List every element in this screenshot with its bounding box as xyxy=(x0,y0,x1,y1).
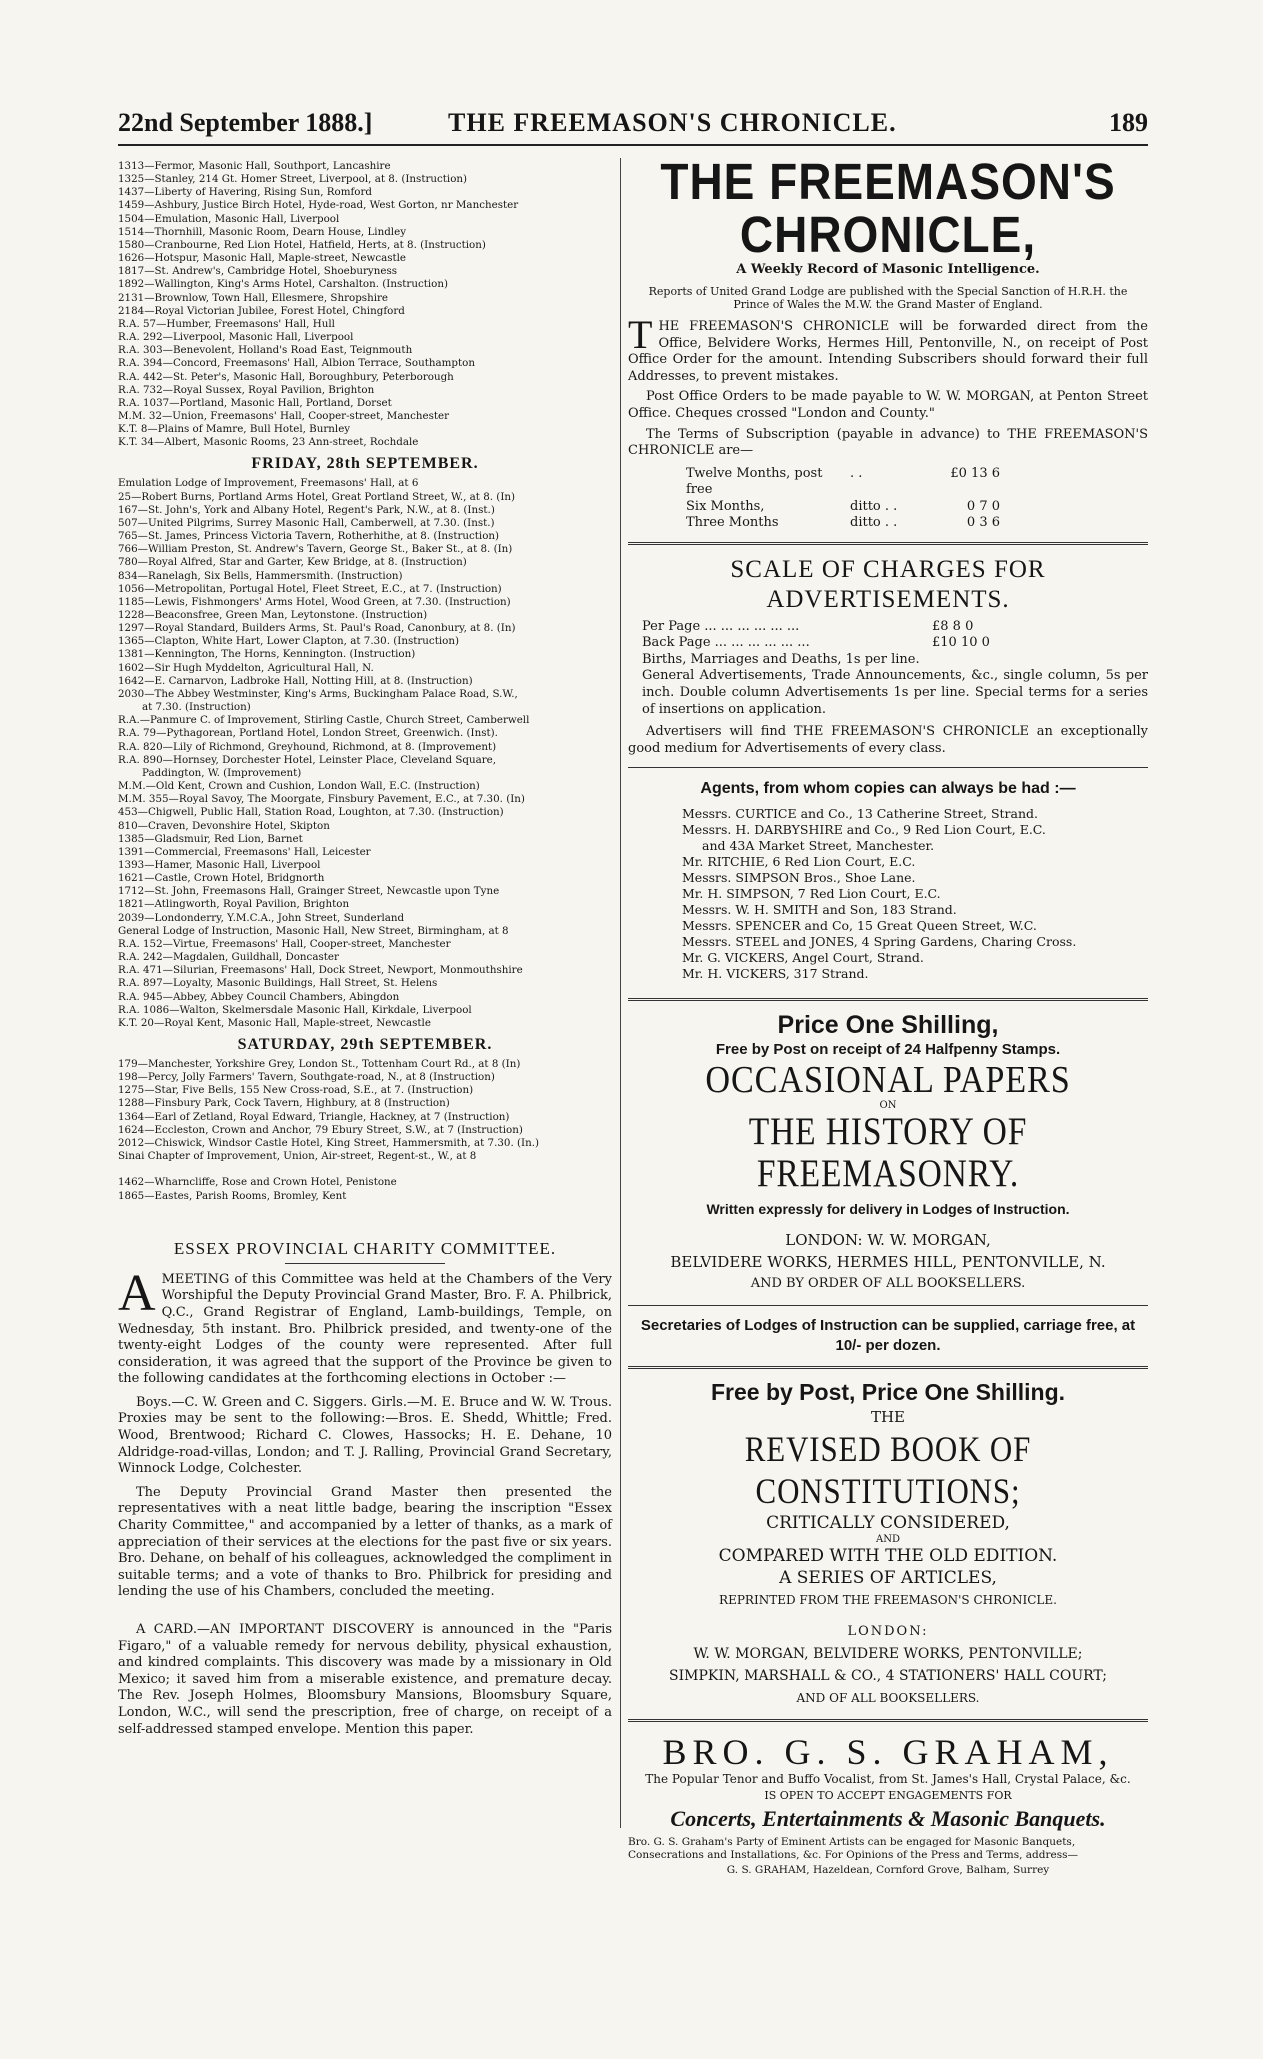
post-office-paragraph: Post Office Orders to be made payable to W. W. MORGAN, at Penton Street Office. Cheques crossed "London and County." xyxy=(628,389,1148,421)
lodge-entry: 1459—Ashbury, Justice Birch Hotel, Hyde-road, West Gorton, nr Manchester xyxy=(118,199,519,212)
lodge-entry: Emulation Lodge of Improvement, Freemasons' Hall, at 6 xyxy=(118,477,419,490)
page-header xyxy=(118,104,1148,146)
essex-dropcap: A xyxy=(118,1264,156,1322)
lodge-entry: 1381—Kennington, The Horns, Kennington. (Instruction) xyxy=(118,648,416,661)
forward-dropcap: T xyxy=(628,312,653,357)
agent-entry: Mr. H. SIMPSON, 7 Red Lion Court, E.C. xyxy=(682,886,941,902)
free-by-post-stamps: Free by Post on receipt of 24 Halfpenny Stamps. xyxy=(715,1041,1061,1059)
charges-note-1: Births, Marriages and Deaths, 1s per line. xyxy=(642,651,920,667)
charge-price: £10 10 0 xyxy=(932,635,990,651)
essex-paragraph-1: AMEETING of this Committee was held at the Chambers of the Very Worshipful the Deputy Provincial Grand Master, Bro. F. A. Philbrick, Q.C., Grand Registrar of England, Lamb-buildings, Temple, on Wednesday, 5th instant. Bro. Philbrick presided, and twenty-one of the twenty-eight Lodges of the county were represented. After full consideration, it was agreed that the support of the Province be given to the following candidates at the forthcoming elections in October :— xyxy=(118,1264,612,1387)
lodge-entry: Sinai Chapter of Improvement, Union, Air-street, Regent-st., W., at 8 xyxy=(118,1150,477,1163)
lodge-entry: R.A. 471—Silurian, Freemasons' Hall, Dock Street, Newport, Monmouthshire xyxy=(118,964,523,977)
lodge-entry: 1288—Finsbury Park, Cock Tavern, Highbury, at 8 (Instruction) xyxy=(118,1097,450,1110)
terms-ditto: . . xyxy=(850,465,863,481)
lodge-entry: 765—St. James, Princess Victoria Tavern, Rotherhithe, at 8. (Instruction) xyxy=(118,530,500,543)
agent-entry: Messrs. STEEL and JONES, 4 Spring Gardens, Charing Cross. xyxy=(682,934,1077,950)
lodge-entry: 1228—Beaconsfree, Green Man, Leytonstone. (Instruction) xyxy=(118,609,428,621)
lodge-entry: 1313—Fermor, Masonic Hall, Southport, Lancashire xyxy=(118,160,391,172)
essex-title: ESSEX PROVINCIAL CHARITY COMMITTEE. xyxy=(173,1238,557,1258)
divider xyxy=(628,998,1148,1001)
lodge-entry: 1504—Emulation, Masonic Hall, Liverpool xyxy=(118,212,340,225)
card-advertisement: A CARD.—AN IMPORTANT DISCOVERY is announced in the "Paris Figaro," of a valuable remedy for nervous debility, physical exhaustion, and kindred complaints. This discovery was made by a missionary in Old Mexico; it saved him from a miserable existence, and premature decay. The Rev. Joseph Holmes, Bloomsbury Mansions, Bloomsbury Square, London, W.C., will send the prescription, free of charge, on receipt of a self-addressed stamped envelope. Mention this paper. xyxy=(118,1622,612,1737)
reports-line: Reports of United Grand Lodge are published with the Special Sanction of H.R.H. the Prince of Wales the M.W. the Grand Master of England. xyxy=(648,285,1128,311)
agent-entry: Messrs. H. DARBYSHIRE and Co., 9 Red Lion Court, E.C. xyxy=(682,822,1046,838)
terms-intro: The Terms of Subscription (payable in advance) to THE FREEMASON'S CHRONICLE are— xyxy=(628,426,1148,459)
agent-entry: Messrs. SPENCER and Co, 15 Great Queen Street, W.C. xyxy=(682,918,1037,934)
terms-label: Six Months, xyxy=(686,498,765,514)
essex-paragraph-2: Boys.—C. W. Green and C. Siggers. Girls.—M. E. Bruce and W. W. Trous. Proxies may be sent to the following:—Bros. E. Shedd, Whittle; Fred. Wood, Brentwood; Richard C. Clowes, Hassocks; H. E. Dehane, 10 Aldridge-road-villas, London; and T. J. Ralling, Provincial Grand Secretary, Winnock Lodge, Colchester. xyxy=(118,1394,612,1477)
lodge-entry: M.M. 355—Royal Savoy, The Moorgate, Finsbury Pavement, E.C., at 7.30. (In) xyxy=(118,793,525,806)
lodge-entry: 25—Robert Burns, Portland Arms Hotel, Great Portland Street, W., at 8. (In) xyxy=(118,490,516,503)
lodge-entry: 1056—Metropolitan, Portugal Hotel, Fleet Street, E.C., at 7. (Instruction) xyxy=(118,582,502,595)
lodge-entry: 2030—The Abbey Westminster, King's Arms, Buckingham Palace Road, S.W., xyxy=(118,687,518,700)
lodge-entry: R.A. 303—Benevolent, Holland's Road East, Teignmouth xyxy=(118,344,413,357)
running-title: THE FREEMASON'S CHRONICLE. xyxy=(448,108,897,137)
divider xyxy=(628,1305,1148,1306)
free-by-post-title: Free by Post, Price One Shilling. xyxy=(710,1379,1066,1406)
london-label: LONDON: xyxy=(847,1624,929,1640)
lodge-entry: at 7.30. (Instruction) xyxy=(142,701,251,714)
terms-row xyxy=(686,515,1148,532)
forward-paragraph: THE FREEMASON'S CHRONICLE will be forwarded direct from the Office, Belvidere Works, Hermes Hill, Pentonville, N., on receipt of Post Office Order for the amount. Intending Subscribers should forward their full Addresses, to prevent mistakes. xyxy=(628,312,1148,384)
simpkin-address: SIMPKIN, MARSHALL & CO., 4 STATIONERS' HALL COURT; xyxy=(668,1668,1107,1685)
charge-price: £8 8 0 xyxy=(932,618,974,634)
and-label: AND xyxy=(876,1534,900,1546)
terms-label: Twelve Months, post free xyxy=(686,465,823,498)
graham-title: BRO. G. S. GRAHAM, xyxy=(662,1732,1114,1773)
lodge-entry: 1602—Sir Hugh Myddelton, Agricultural Hall, N. xyxy=(118,661,374,674)
scale-title: SCALE OF CHARGES FOR ADVERTISEMENTS. xyxy=(730,555,1046,613)
masthead: THE FREEMASON'S CHRONICLE, xyxy=(660,153,1116,263)
lodge-entry: 1642—E. Carnarvon, Ladbroke Hall, Notting Hill, at 8. (Instruction) xyxy=(118,674,473,687)
graham-party: Bro. G. S. Graham's Party of Eminent Artists can be engaged for Masonic Banquets, Consecrations and Installations, &c. For Opinions of the Press and Terms, address— xyxy=(628,1836,1078,1861)
masthead-subtitle: A Weekly Record of Masonic Intelligence. xyxy=(736,262,1040,277)
divider xyxy=(628,1366,1148,1369)
lodge-entry: R.A. 292—Liverpool, Masonic Hall, Liverpool xyxy=(118,331,354,344)
lodge-entry: K.T. 20—Royal Kent, Masonic Hall, Maple-street, Newcastle xyxy=(118,1016,431,1029)
open-to: IS OPEN TO ACCEPT ENGAGEMENTS FOR xyxy=(764,1789,1012,1803)
charges-list xyxy=(628,619,1148,652)
lodge-entry: R.A.—Panmure C. of Improvement, Stirling Castle, Church Street, Camberwell xyxy=(118,714,530,727)
all-booksellers: AND OF ALL BOOKSELLERS. xyxy=(796,1691,980,1706)
lodge-entry: R.A. 394—Concord, Freemasons' Hall, Albion Terrace, Southampton xyxy=(118,357,475,370)
lodge-entry: K.T. 34—Albert, Masonic Rooms, 23 Ann-street, Rochdale xyxy=(118,436,419,449)
terms-ditto: ditto . . xyxy=(850,498,898,514)
terms-ditto: ditto . . xyxy=(850,515,898,531)
lodge-entry: 1462—Wharncliffe, Rose and Crown Hotel, Penistone xyxy=(118,1176,397,1189)
terms-price: £0 13 6 xyxy=(950,465,1000,481)
lodge-entry: R.A. 442—St. Peter's, Masonic Hall, Boroughbury, Peterborough xyxy=(118,370,454,383)
saturday-heading: SATURDAY, 29th SEPTEMBER. xyxy=(237,1036,493,1053)
graham-subtitle: The Popular Tenor and Buffo Vocalist, from St. James's Hall, Crystal Palace, &c. xyxy=(645,1772,1131,1787)
lodge-entry: K.T. 8—Plains of Mamre, Bull Hotel, Burnley xyxy=(118,423,351,436)
lodge-entry: 453—Chigwell, Public Hall, Station Road, Loughton, at 7.30. (Instruction) xyxy=(118,806,504,819)
lodge-entry: M.M. 32—Union, Freemasons' Hall, Cooper-street, Manchester xyxy=(118,409,450,422)
occasional-papers: OCCASIONAL PAPERS xyxy=(705,1059,1071,1102)
issue-date: 22nd September 1888.] xyxy=(118,108,373,137)
lodge-entry: 780—Royal Alfred, Star and Garter, Kew Bridge, at 8. (Instruction) xyxy=(118,556,467,569)
agent-entry: Messrs. SIMPSON Bros., Shoe Lane. xyxy=(682,870,916,886)
terms-price: 0 3 6 xyxy=(966,515,1000,531)
subscription-terms xyxy=(686,466,1148,532)
series-articles: A SERIES OF ARTICLES, xyxy=(779,1568,997,1589)
lodge-entry: 1892—Wallington, King's Arms Hotel, Carshalton. (Instruction) xyxy=(118,278,449,291)
friday-lodge-list xyxy=(118,477,612,1030)
agents-heading: Agents, from whom copies can always be had :— xyxy=(700,780,1076,798)
compared-edition: COMPARED WITH THE OLD EDITION. xyxy=(718,1546,1058,1567)
critically-considered: CRITICALLY CONSIDERED, xyxy=(766,1513,1010,1534)
lodge-entry: R.A. 57—Humber, Freemasons' Hall, Hull xyxy=(118,317,335,330)
lodge-entry: 1385—Gladsmuir, Red Lion, Barnet xyxy=(118,832,303,845)
lodge-entry: 2184—Royal Victorian Jubilee, Forest Hotel, Chingford xyxy=(118,304,405,317)
agents-list xyxy=(628,806,1148,982)
lodge-entry: 1865—Eastes, Parish Rooms, Bromley, Kent xyxy=(118,1189,347,1202)
lodge-entry: 834—Ranelagh, Six Bells, Hammersmith. (Instruction) xyxy=(118,569,403,582)
lodge-entry: Paddington, W. (Improvement) xyxy=(142,766,302,779)
lodge-entry: 2039—Londonderry, Y.M.C.A., John Street, Sunderland xyxy=(118,911,405,924)
left-column xyxy=(118,160,612,1745)
lodge-entry: 1624—Eccleston, Crown and Anchor, 79 Ebury Street, S.W., at 7 (Instruction) xyxy=(118,1123,523,1136)
lodge-entry: 1275—Star, Five Bells, 155 New Cross-road, S.E., at 7. (Instruction) xyxy=(118,1084,474,1097)
agent-entry: Mr. RITCHIE, 6 Red Lion Court, E.C. xyxy=(682,854,916,870)
lodge-entry: 1365—Clapton, White Hart, Lower Clapton, at 7.30. (Instruction) xyxy=(118,635,459,648)
belvidere-address: BELVIDERE WORKS, HERMES HILL, PENTONVILLE, N. xyxy=(670,1253,1106,1272)
lodge-entry: R.A. 1086—Walton, Skelmersdale Masonic Hall, Kirkdale, Liverpool xyxy=(118,1003,472,1016)
lodge-entry: 1514—Thornhill, Masonic Room, Dearn House, Lindley xyxy=(118,225,407,238)
terms-label: Three Months xyxy=(686,515,779,531)
agent-entry: and 43A Market Street, Manchester. xyxy=(702,838,935,854)
lodge-entry: 810—Craven, Devonshire Hotel, Skipton xyxy=(118,819,330,832)
charges-note-2: General Advertisements, Trade Announcements, &c., single column, 5s per inch. Double column Advertisements 1s per line. Special terms for a series of insertions on application. xyxy=(642,668,1148,717)
lodge-entry: 1580—Cranbourne, Red Lion Hotel, Hatfield, Herts, at 8. (Instruction) xyxy=(118,238,486,251)
lodge-entry: 1297—Royal Standard, Builders Arms, St. Paul's Road, Canonbury, at 8. (In) xyxy=(118,622,516,635)
lodge-entry: 766—William Preston, St. Andrew's Tavern, George St., Baker St., at 8. (In) xyxy=(118,543,513,556)
friday-heading: FRIDAY, 28th SEPTEMBER. xyxy=(251,455,479,473)
lodge-entry: R.A. 897—Loyalty, Masonic Buildings, Hall Street, St. Helens xyxy=(118,977,438,990)
lodge-entry: M.M.—Old Kent, Crown and Cushion, London Wall, E.C. (Instruction) xyxy=(118,780,480,793)
lodge-entry: R.A. 820—Lily of Richmond, Greyhound, Richmond, at 8. (Improvement) xyxy=(118,740,497,753)
lodge-entry: R.A. 152—Virtue, Freemasons' Hall, Cooper-street, Manchester xyxy=(118,937,451,950)
lodge-entry: General Lodge of Instruction, Masonic Hall, New Street, Birmingham, at 8 xyxy=(118,924,509,937)
lodge-entry: 507—United Pilgrims, Surrey Masonic Hall, Camberwell, at 7.30. (Inst.) xyxy=(118,516,495,529)
lodge-entry: 1621—Castle, Crown Hotel, Bridgnorth xyxy=(118,872,325,885)
lodge-entry: 1185—Lewis, Fishmongers' Arms Hotel, Wood Green, at 7.30. (Instruction) xyxy=(118,595,511,608)
lodge-entry: 1364—Earl of Zetland, Royal Edward, Triangle, Hackney, at 7 (Instruction) xyxy=(118,1110,510,1123)
agent-entry: Mr. H. VICKERS, 317 Strand. xyxy=(682,966,869,982)
charge-row xyxy=(642,635,1148,652)
lodge-entry: 1325—Stanley, 214 Gt. Homer Street, Liverpool, at 8. (Instruction) xyxy=(118,173,468,186)
lodge-entry: 2012—Chiswick, Windsor Castle Hotel, King Street, Hammersmith, at 7.30. (In.) xyxy=(118,1136,540,1149)
london-morgan: LONDON: W. W. MORGAN, xyxy=(785,1231,991,1250)
lodge-entry: 1393—Hamer, Masonic Hall, Liverpool xyxy=(118,858,321,871)
the-label: THE xyxy=(870,1408,906,1427)
charge-label: Per Page ... ... ... ... ... ... xyxy=(642,618,800,634)
lodge-entry: 1817—St. Andrew's, Cambridge Hotel, Shoeburyness xyxy=(118,265,398,278)
charge-label: Back Page ... ... ... ... ... ... xyxy=(642,635,810,651)
page-number: 189 xyxy=(1109,108,1148,137)
lodge-entry: 1712—St. John, Freemasons Hall, Grainger Street, Newcastle upon Tyne xyxy=(118,885,500,898)
divider xyxy=(628,542,1148,545)
on-label: ON xyxy=(879,1100,897,1112)
lodge-entry: 179—Manchester, Yorkshire Grey, London St., Tottenham Court Rd., at 8 (In) xyxy=(118,1058,521,1070)
thursday-lodge-list xyxy=(118,160,612,449)
lodge-entry: R.A. 79—Pythagorean, Portland Hotel, London Street, Greenwich. (Inst). xyxy=(118,727,498,740)
lodge-entry: 1821—Atlingworth, Royal Pavilion, Brighton xyxy=(118,898,350,911)
lodge-entry: R.A. 1037—Portland, Masonic Hall, Portland, Dorset xyxy=(118,396,392,409)
lodge-entry: 2131—Brownlow, Town Hall, Ellesmere, Shropshire xyxy=(118,291,389,304)
concerts-banquets: Concerts, Entertainments & Masonic Banquets. xyxy=(670,1806,1106,1832)
lodge-entry: R.A. 242—Magdalen, Guildhall, Doncaster xyxy=(118,951,339,964)
lodge-entry xyxy=(118,1163,612,1176)
lodge-entry: R.A. 945—Abbey, Abbey Council Chambers, Abingdon xyxy=(118,990,400,1003)
agent-entry: Messrs. W. H. SMITH and Son, 183 Strand. xyxy=(682,902,957,918)
terms-row xyxy=(686,466,1148,499)
written-for: Written expressly for delivery in Lodges of Instruction. xyxy=(706,1201,1070,1218)
lodge-entry: 167—St. John's, York and Albany Hotel, Regent's Park, N.W., at 8. (Inst.) xyxy=(118,503,495,516)
terms-row xyxy=(686,499,1148,516)
history-title: THE HISTORY OF FREEMASONRY. xyxy=(748,1110,1028,1196)
lodge-entry: 198—Percy, Jolly Farmers' Tavern, Southgate-road, N., at 8 (Instruction) xyxy=(118,1071,495,1084)
column-rule xyxy=(620,158,621,1828)
graham-address: G. S. GRAHAM, Hazeldean, Cornford Grove, Balham, Surrey xyxy=(726,1864,1050,1877)
divider xyxy=(628,767,1148,768)
agent-entry: Messrs. CURTICE and Co., 13 Catherine Street, Strand. xyxy=(682,806,1038,822)
lodge-entry: 1626—Hotspur, Masonic Hall, Maple-street, Newcastle xyxy=(118,252,407,265)
right-column xyxy=(628,153,1148,1877)
divider xyxy=(628,1719,1148,1722)
essex-paragraph-3: The Deputy Provincial Grand Master then presented the representatives with a neat little badge, bearing the inscription "Essex Charity Committee," and accompanied by a letter of thanks, as a mark of appreciation of their services at the elections for the past five or six years. Bro. Dehane, on behalf of his colleagues, acknowledged the compliment in suitable terms; and a vote of thanks to Bro. Philbrick for presiding and lending the use of his Chambers, concluded the meeting. xyxy=(118,1484,612,1600)
agent-entry: Mr. G. VICKERS, Angel Court, Strand. xyxy=(682,950,924,966)
charge-row xyxy=(642,619,1148,636)
reprinted-from: REPRINTED FROM THE FREEMASON'S CHRONICLE. xyxy=(719,1593,1057,1608)
lodge-entry: R.A. 890—Hornsey, Dorchester Hotel, Leinster Place, Cleveland Square, xyxy=(118,753,497,766)
advertisers-note: Advertisers will find THE FREEMASON'S CHRONICLE an exceptionally good medium for Advertisements of every class. xyxy=(628,724,1148,756)
morgan-belvidere: W. W. MORGAN, BELVIDERE WORKS, PENTONVILLE; xyxy=(693,1646,1083,1663)
secretaries-note: Secretaries of Lodges of Instruction can be supplied, carriage free, at 10/- per dozen. xyxy=(640,1317,1136,1355)
terms-price: 0 7 0 xyxy=(966,498,1000,514)
saturday-lodge-list xyxy=(118,1058,612,1203)
revised-book-title: REVISED BOOK OF CONSTITUTIONS; xyxy=(744,1429,1032,1512)
price-one-shilling: Price One Shilling, xyxy=(777,1011,999,1040)
lodge-entry: R.A. 732—Royal Sussex, Royal Pavilion, Brighton xyxy=(118,383,375,396)
lodge-entry: 1391—Commercial, Freemasons' Hall, Leicester xyxy=(118,845,371,858)
essex-rule xyxy=(285,1263,445,1264)
lodge-entry: 1437—Liberty of Havering, Rising Sun, Romford xyxy=(118,186,372,199)
order-booksellers: AND BY ORDER OF ALL BOOKSELLERS. xyxy=(750,1276,1026,1292)
